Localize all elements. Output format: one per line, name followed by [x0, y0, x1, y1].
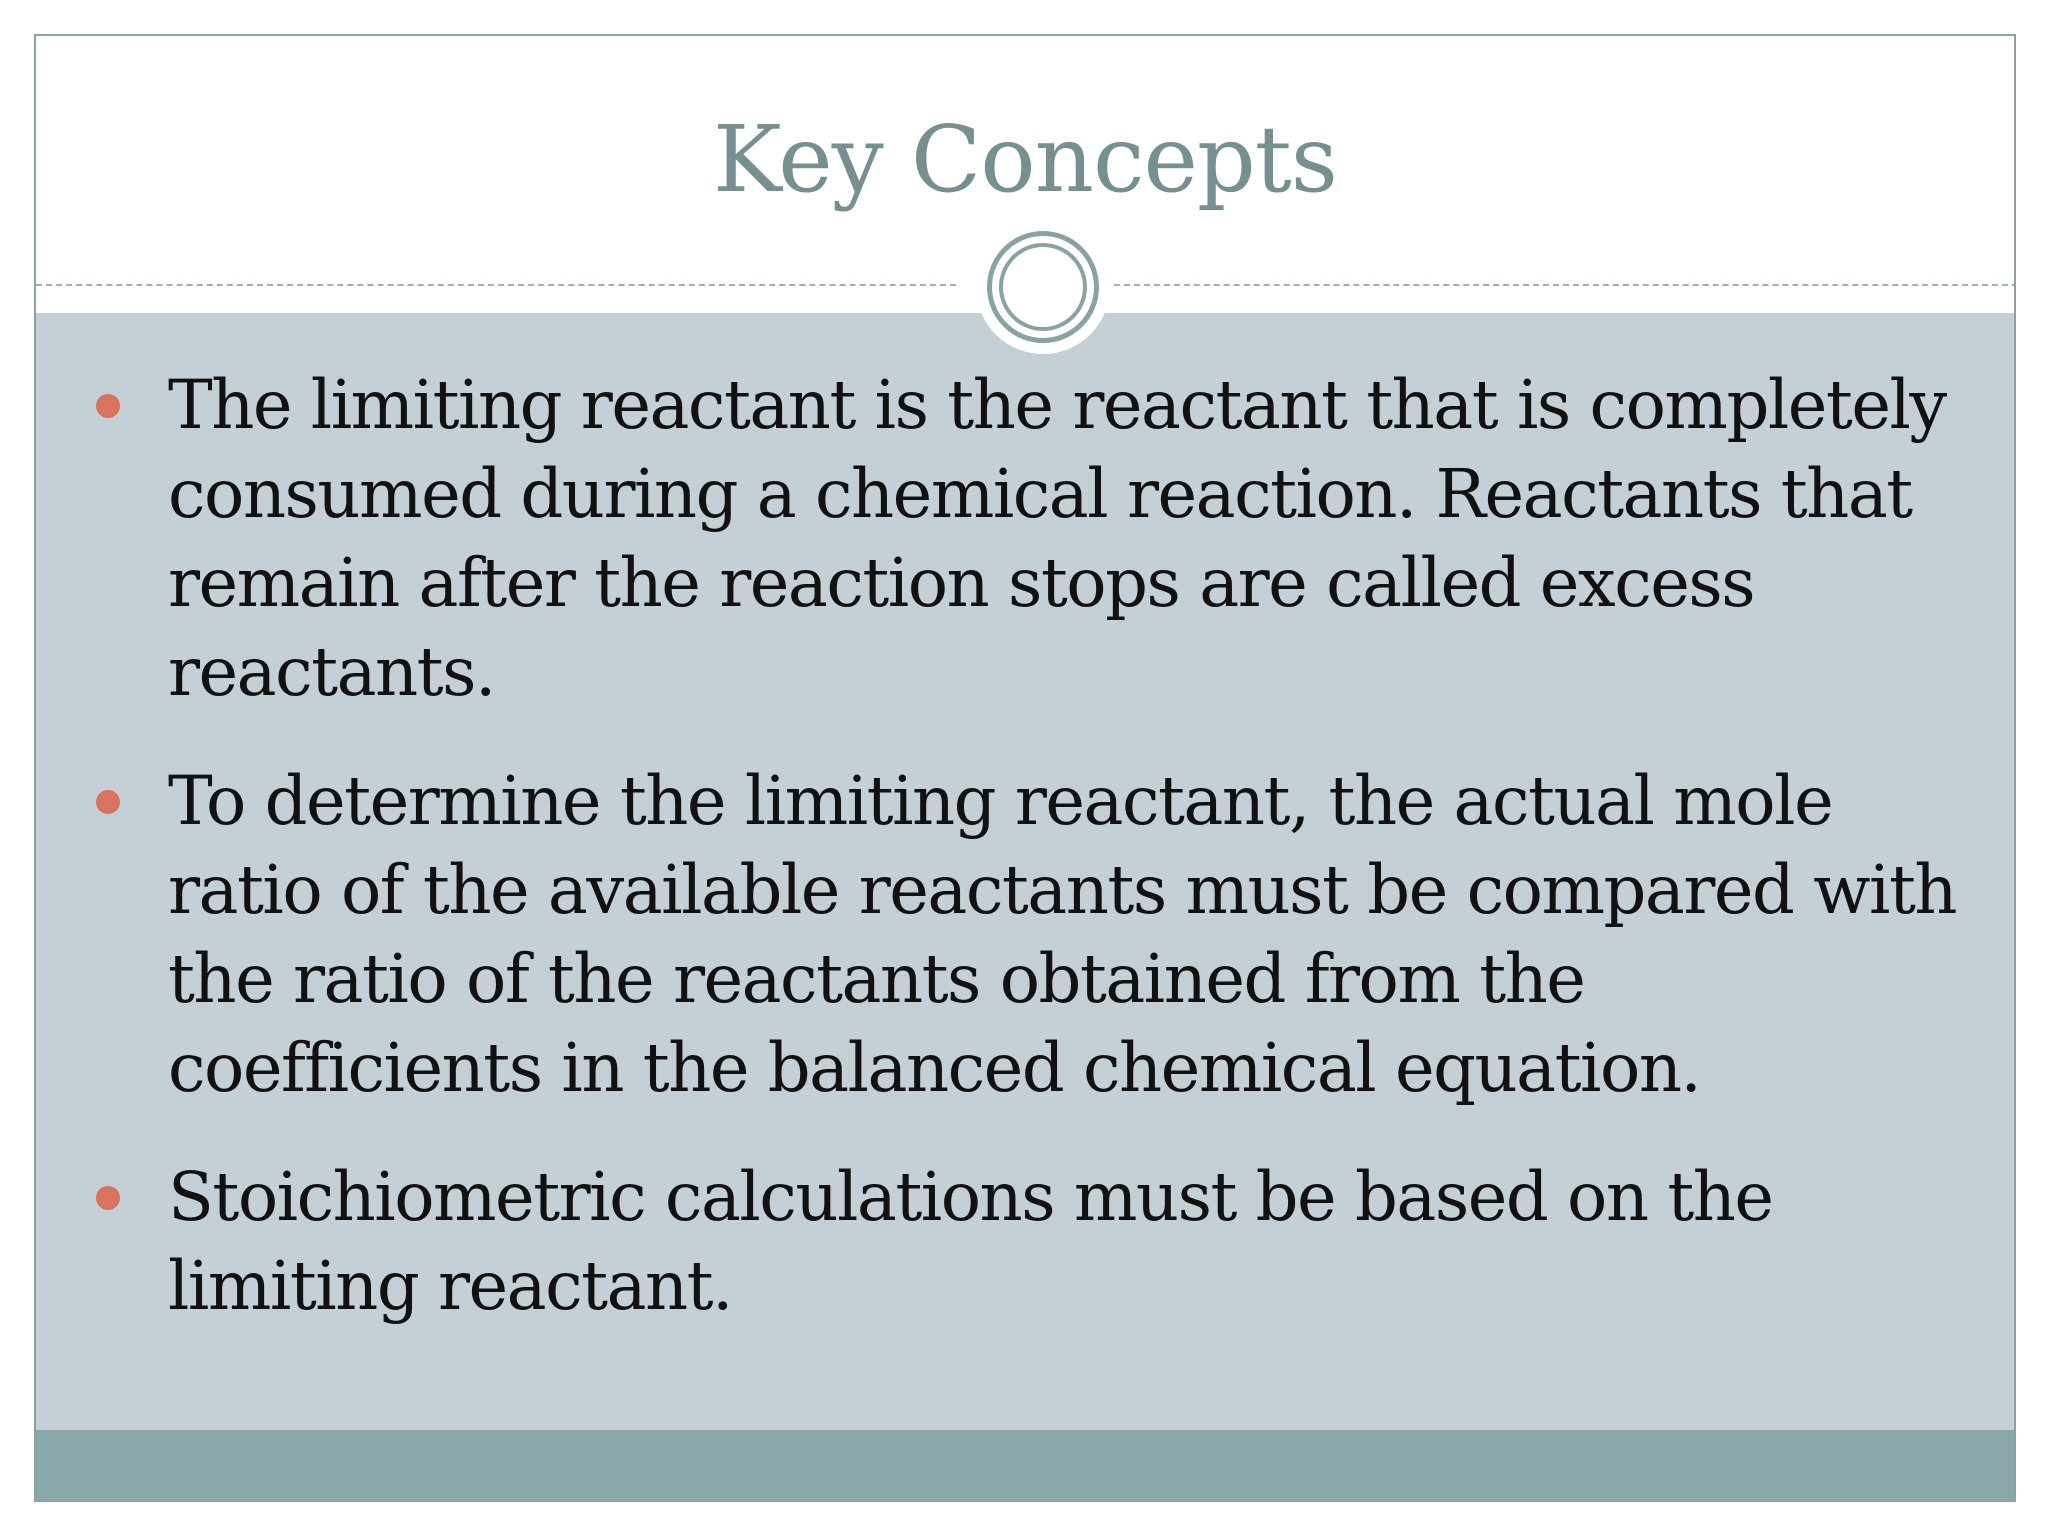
title-divider-right: [1094, 284, 2016, 286]
bullet-text: To determine the limiting reactant, the actual mole ratio of the available reactants must be compared with the ratio of the reactants obtained from the coefficients in the balanced chemical equation.: [168, 762, 1957, 1107]
bullet-item: [36, 361, 2014, 717]
bullet-list: [36, 361, 2014, 1371]
dot-icon: [96, 1186, 120, 1210]
slide: [34, 34, 2016, 1502]
footer-bar: [36, 1430, 2014, 1500]
dot-icon: [96, 394, 120, 418]
title-divider-left: [36, 284, 956, 286]
bullet-item: [36, 757, 2014, 1113]
bullet-item: [36, 1153, 2014, 1331]
dot-icon: [96, 790, 120, 814]
bullet-text: Stoichiometric calculations must be based on the limiting reactant.: [168, 1158, 1773, 1325]
ornament-inner-ring: [999, 243, 1087, 331]
bullet-text: The limiting reactant is the reactant that is completely consumed during a chemical reaction. Reactants that remain after the reaction stops are called excess reactants.: [168, 366, 1946, 711]
slide-title: Key Concepts: [712, 106, 1337, 213]
